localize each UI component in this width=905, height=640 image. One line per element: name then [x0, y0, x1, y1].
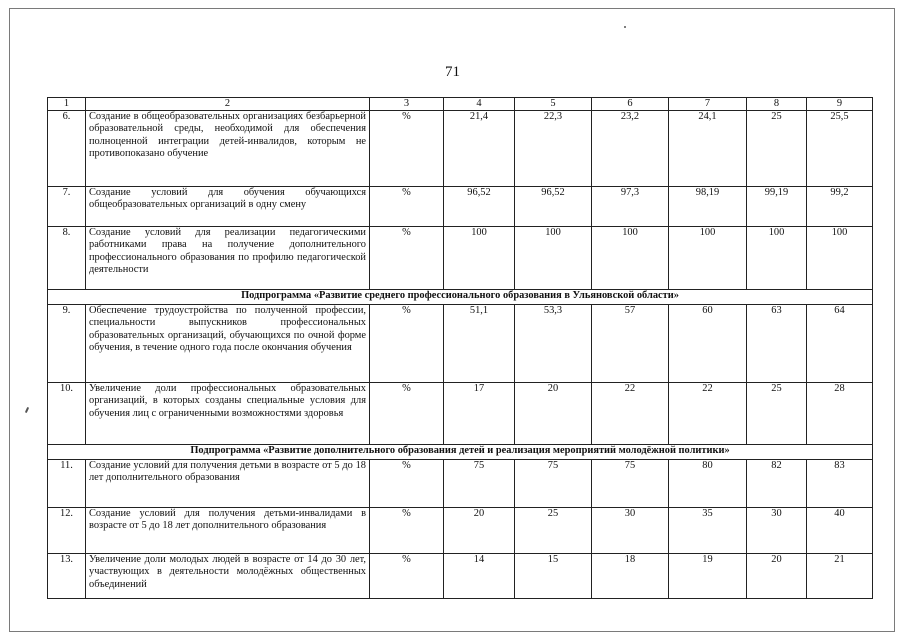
- row-number: 6.: [48, 111, 86, 187]
- value-cell: 97,3: [592, 187, 669, 227]
- row-number: 12.: [48, 508, 86, 554]
- unit-cell: %: [370, 554, 444, 599]
- column-header: 5: [515, 98, 592, 111]
- value-cell: 100: [669, 227, 747, 290]
- value-cell: 28: [807, 383, 873, 445]
- row-number: 13.: [48, 554, 86, 599]
- indicator-name: Создание условий для получения детьми-инвалидами в возрасте от 5 до 18 лет дополнительного образования: [86, 508, 370, 554]
- value-cell: 30: [592, 508, 669, 554]
- column-header: 7: [669, 98, 747, 111]
- indicator-name: Создание в общеобразовательных организациях безбарьерной образовательной среды, необходимой для обеспечения полноценной интеграции детей-инвалидов, которым не противопоказано обучение: [86, 111, 370, 187]
- value-cell: 19: [669, 554, 747, 599]
- table-row: [48, 460, 873, 508]
- value-cell: 24,1: [669, 111, 747, 187]
- value-cell: 82: [747, 460, 807, 508]
- value-cell: 17: [444, 383, 515, 445]
- subprogram-header-row: [48, 445, 873, 460]
- value-cell: 53,3: [515, 305, 592, 383]
- column-header: 4: [444, 98, 515, 111]
- value-cell: 18: [592, 554, 669, 599]
- value-cell: 30: [747, 508, 807, 554]
- value-cell: 100: [444, 227, 515, 290]
- value-cell: 20: [444, 508, 515, 554]
- value-cell: 35: [669, 508, 747, 554]
- value-cell: 25: [515, 508, 592, 554]
- table-row: [48, 111, 873, 187]
- value-cell: 99,19: [747, 187, 807, 227]
- value-cell: 25: [747, 111, 807, 187]
- value-cell: 96,52: [515, 187, 592, 227]
- column-header: 6: [592, 98, 669, 111]
- column-header: 3: [370, 98, 444, 111]
- subprogram-title: Подпрограмма «Развитие дополнительного образования детей и реализация мероприятий молодёжной политики»: [48, 445, 873, 460]
- value-cell: 25,5: [807, 111, 873, 187]
- unit-cell: %: [370, 227, 444, 290]
- value-cell: 20: [515, 383, 592, 445]
- value-cell: 22,3: [515, 111, 592, 187]
- table-row: [48, 554, 873, 599]
- table-row: [48, 508, 873, 554]
- table-row: [48, 305, 873, 383]
- unit-cell: %: [370, 305, 444, 383]
- scan-speck: [624, 26, 626, 28]
- value-cell: 80: [669, 460, 747, 508]
- value-cell: 23,2: [592, 111, 669, 187]
- page-number: 71: [445, 64, 460, 80]
- value-cell: 64: [807, 305, 873, 383]
- value-cell: 83: [807, 460, 873, 508]
- table-row: [48, 383, 873, 445]
- table-row: [48, 227, 873, 290]
- subprogram-title: Подпрограмма «Развитие среднего профессионального образования в Ульяновской области»: [48, 290, 873, 305]
- value-cell: 100: [807, 227, 873, 290]
- value-cell: 21,4: [444, 111, 515, 187]
- value-cell: 75: [592, 460, 669, 508]
- value-cell: 100: [515, 227, 592, 290]
- unit-cell: %: [370, 111, 444, 187]
- row-number: 9.: [48, 305, 86, 383]
- row-number: 11.: [48, 460, 86, 508]
- indicators-table: [47, 97, 873, 599]
- value-cell: 99,2: [807, 187, 873, 227]
- indicator-name: Обеспечение трудоустройства по полученной профессии, специальности выпускников профессиональных образовательных организаций, обучающихся по очной форме обучения, в течение одного года после окончания обучения: [86, 305, 370, 383]
- value-cell: 98,19: [669, 187, 747, 227]
- unit-cell: %: [370, 383, 444, 445]
- row-number: 8.: [48, 227, 86, 290]
- header-row: [48, 98, 873, 111]
- value-cell: 75: [444, 460, 515, 508]
- unit-cell: %: [370, 187, 444, 227]
- value-cell: 20: [747, 554, 807, 599]
- unit-cell: %: [370, 460, 444, 508]
- row-number: 7.: [48, 187, 86, 227]
- table-row: [48, 187, 873, 227]
- column-header: 1: [48, 98, 86, 111]
- value-cell: 100: [592, 227, 669, 290]
- value-cell: 100: [747, 227, 807, 290]
- value-cell: 14: [444, 554, 515, 599]
- column-header: 8: [747, 98, 807, 111]
- column-header: 2: [86, 98, 370, 111]
- row-number: 10.: [48, 383, 86, 445]
- value-cell: 22: [669, 383, 747, 445]
- unit-cell: %: [370, 508, 444, 554]
- value-cell: 22: [592, 383, 669, 445]
- indicator-name: Создание условий для получения детьми в возрасте от 5 до 18 лет дополнительного образования: [86, 460, 370, 508]
- value-cell: 51,1: [444, 305, 515, 383]
- indicator-name: Создание условий для реализации педагогическими работниками права на получение дополнительного профессионального образования по профилю педагогической деятельности: [86, 227, 370, 290]
- indicator-name: Увеличение доли молодых людей в возрасте от 14 до 30 лет, участвующих в деятельности молодёжных общественных объединений: [86, 554, 370, 599]
- value-cell: 57: [592, 305, 669, 383]
- value-cell: 60: [669, 305, 747, 383]
- value-cell: 75: [515, 460, 592, 508]
- value-cell: 40: [807, 508, 873, 554]
- value-cell: 15: [515, 554, 592, 599]
- value-cell: 96,52: [444, 187, 515, 227]
- value-cell: 63: [747, 305, 807, 383]
- indicator-name: Создание условий для обучения обучающихся общеобразовательных организаций в одну смену: [86, 187, 370, 227]
- column-header: 9: [807, 98, 873, 111]
- subprogram-header-row: [48, 290, 873, 305]
- indicator-name: Увеличение доли профессиональных образовательных организаций, в которых созданы специальные условия для обучения лиц с ограниченными возможностями здоровья: [86, 383, 370, 445]
- value-cell: 21: [807, 554, 873, 599]
- value-cell: 25: [747, 383, 807, 445]
